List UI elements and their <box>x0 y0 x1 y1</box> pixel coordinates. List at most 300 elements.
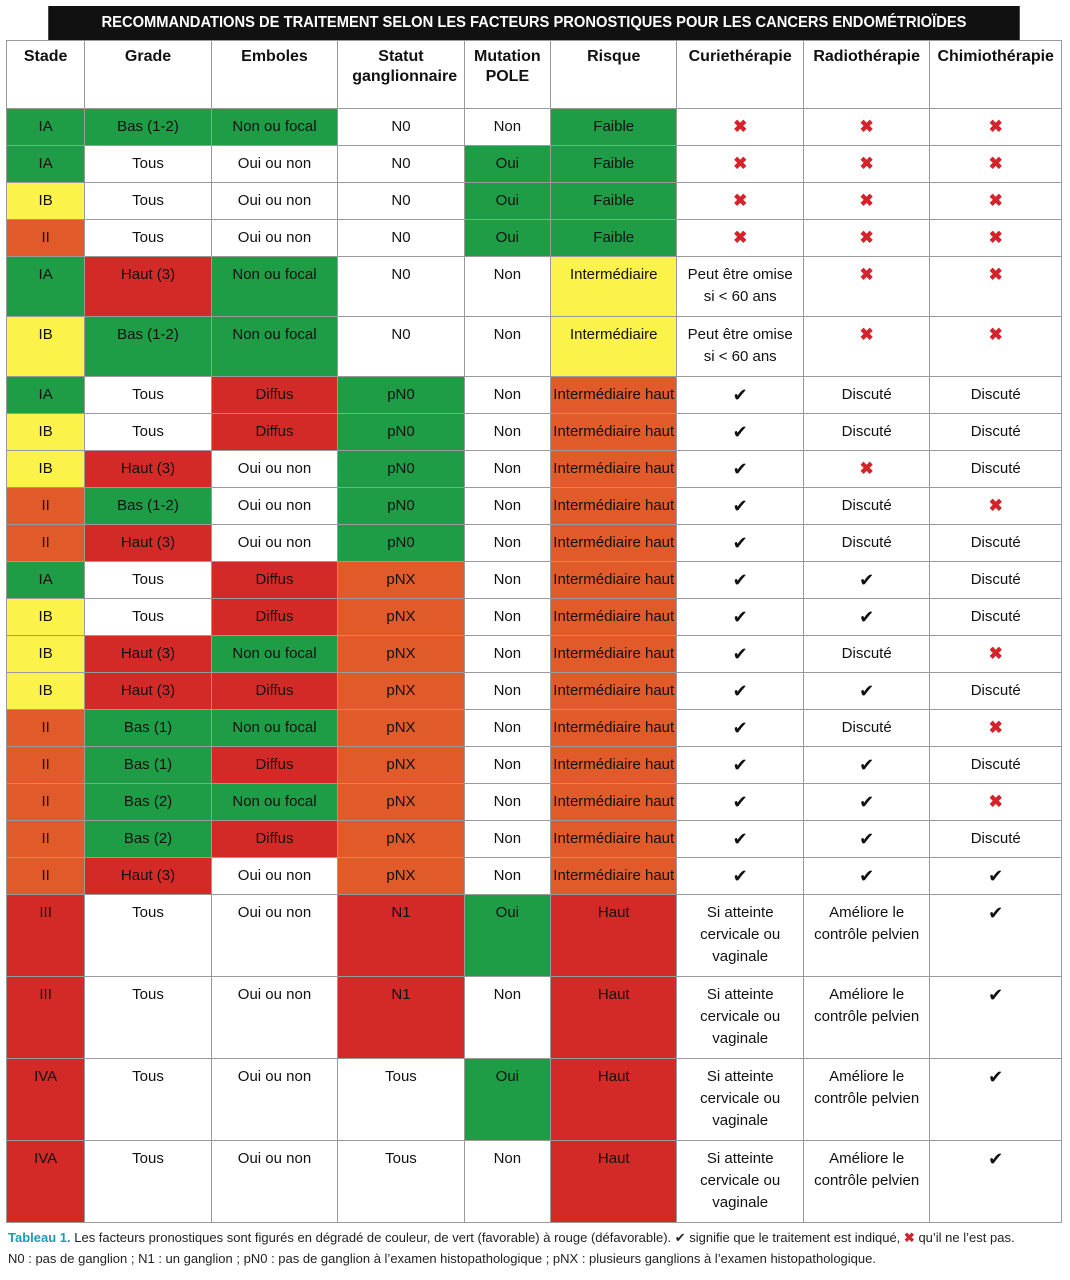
cell-radiotherapie <box>803 747 929 784</box>
cross-icon: ✖ <box>733 191 748 210</box>
check-icon: ✔ <box>988 1067 1004 1087</box>
cell-emboles: Diffus <box>211 599 337 636</box>
cell-mutation-pole: Non <box>464 977 550 1059</box>
cell-emboles: Diffus <box>211 821 337 858</box>
cell-emboles: Oui ou non <box>211 488 337 525</box>
cell-curietherapie <box>677 488 803 525</box>
cell-statut: pNX <box>338 747 464 784</box>
cell-mutation-pole: Non <box>464 710 550 747</box>
table-row <box>7 1141 1062 1223</box>
cell-emboles: Oui ou non <box>211 895 337 977</box>
cell-statut: pN0 <box>338 451 464 488</box>
cell-grade: Haut (3) <box>85 525 211 562</box>
cell-mutation-pole: Non <box>464 562 550 599</box>
check-icon: ✔ <box>732 422 748 442</box>
cell-grade: Haut (3) <box>85 636 211 673</box>
check-icon: ✔ <box>988 903 1004 923</box>
cell-grade: Bas (1-2) <box>85 488 211 525</box>
cross-icon: ✖ <box>988 265 1003 284</box>
cell-curietherapie <box>677 858 803 895</box>
cell-risque: Intermédiaire haut <box>551 636 677 673</box>
check-icon: ✔ <box>732 866 748 886</box>
cell-chimiotherapie: Discuté <box>930 525 1062 562</box>
caption-text-1: Les facteurs pronostiques sont figurés en dégradé de couleur, de vert (favorable) à rouge (défavorable). <box>70 1230 675 1245</box>
cell-statut: pNX <box>338 821 464 858</box>
cell-stade: IVA <box>7 1141 85 1223</box>
cross-icon: ✖ <box>859 325 874 344</box>
cross-icon: ✖ <box>988 228 1003 247</box>
check-icon: ✔ <box>859 829 875 849</box>
table-row <box>7 220 1062 257</box>
cell-chimiotherapie <box>930 636 1062 673</box>
cell-risque: Haut <box>551 977 677 1059</box>
cell-statut: N0 <box>338 317 464 377</box>
cell-statut: pN0 <box>338 525 464 562</box>
cell-grade: Tous <box>85 1141 211 1223</box>
table-row <box>7 183 1062 220</box>
table-row <box>7 317 1062 377</box>
cell-mutation-pole: Non <box>464 317 550 377</box>
cell-stade: III <box>7 895 85 977</box>
cell-radiotherapie: Discuté <box>803 377 929 414</box>
cell-risque: Intermédiaire haut <box>551 562 677 599</box>
table-row <box>7 895 1062 977</box>
cell-radiotherapie <box>803 257 929 317</box>
caption-line-2: N0 : pas de ganglion ; N1 : un ganglion ; pN0 : pas de ganglion à l’examen histopathologique ; pNX : plusieurs ganglions à l’examen histopathologique. <box>8 1251 876 1266</box>
check-icon: ✔ <box>732 644 748 664</box>
cross-icon: ✖ <box>733 117 748 136</box>
cell-curietherapie <box>677 414 803 451</box>
cell-statut: Tous <box>338 1141 464 1223</box>
cell-stade: IB <box>7 636 85 673</box>
cross-icon: ✖ <box>859 154 874 173</box>
cell-radiotherapie <box>803 317 929 377</box>
table-title: RECOMMANDATIONS DE TRAITEMENT SELON LES FACTEURS PRONOSTIQUES POUR LES CANCERS ENDOMÉTRIOÏDES <box>48 6 1020 40</box>
cell-grade: Bas (1) <box>85 710 211 747</box>
check-icon: ✔ <box>859 792 875 812</box>
cell-emboles: Oui ou non <box>211 1141 337 1223</box>
cross-icon: ✖ <box>988 191 1003 210</box>
cell-chimiotherapie <box>930 1059 1062 1141</box>
cell-stade: II <box>7 747 85 784</box>
cell-statut: pNX <box>338 599 464 636</box>
cell-emboles: Oui ou non <box>211 858 337 895</box>
cell-statut: N0 <box>338 257 464 317</box>
cell-radiotherapie: Discuté <box>803 636 929 673</box>
cell-chimiotherapie <box>930 183 1062 220</box>
cell-mutation-pole: Oui <box>464 220 550 257</box>
cell-stade: II <box>7 821 85 858</box>
cell-emboles: Oui ou non <box>211 525 337 562</box>
cell-radiotherapie: Discuté <box>803 525 929 562</box>
cell-grade: Tous <box>85 895 211 977</box>
table-row <box>7 821 1062 858</box>
cell-radiotherapie: Améliore le contrôle pelvien <box>803 1059 929 1141</box>
cell-chimiotherapie <box>930 317 1062 377</box>
table-row <box>7 451 1062 488</box>
table-row <box>7 488 1062 525</box>
cell-statut: pNX <box>338 562 464 599</box>
cell-risque: Haut <box>551 1141 677 1223</box>
cell-grade: Haut (3) <box>85 257 211 317</box>
table-row <box>7 673 1062 710</box>
check-icon: ✔ <box>674 1230 686 1245</box>
cell-mutation-pole: Non <box>464 257 550 317</box>
cell-risque: Intermédiaire haut <box>551 858 677 895</box>
cell-mutation-pole: Non <box>464 821 550 858</box>
cell-radiotherapie <box>803 146 929 183</box>
cell-stade: IA <box>7 146 85 183</box>
cell-curietherapie <box>677 377 803 414</box>
table-row <box>7 257 1062 317</box>
cell-radiotherapie <box>803 784 929 821</box>
check-icon: ✔ <box>859 570 875 590</box>
cell-risque: Intermédiaire haut <box>551 451 677 488</box>
cell-stade: II <box>7 525 85 562</box>
header-grade: Grade <box>85 41 211 109</box>
caption-text-2: signifie que le traitement est indiqué, <box>685 1230 904 1245</box>
cell-mutation-pole: Non <box>464 488 550 525</box>
cell-radiotherapie <box>803 599 929 636</box>
table-row <box>7 1059 1062 1141</box>
table-body <box>7 109 1062 1223</box>
cell-risque: Faible <box>551 109 677 146</box>
cell-mutation-pole: Oui <box>464 1059 550 1141</box>
cell-curietherapie <box>677 525 803 562</box>
cell-grade: Tous <box>85 183 211 220</box>
cell-emboles: Non ou focal <box>211 257 337 317</box>
table-row <box>7 146 1062 183</box>
cell-curietherapie <box>677 183 803 220</box>
table-row <box>7 636 1062 673</box>
cell-radiotherapie <box>803 821 929 858</box>
cell-chimiotherapie <box>930 784 1062 821</box>
cell-chimiotherapie <box>930 109 1062 146</box>
cell-risque: Intermédiaire <box>551 317 677 377</box>
caption-text-3: qu’il ne l’est pas. <box>914 1230 1015 1245</box>
check-icon: ✔ <box>859 755 875 775</box>
cell-emboles: Diffus <box>211 562 337 599</box>
table-row <box>7 747 1062 784</box>
cell-curietherapie <box>677 220 803 257</box>
cross-icon: ✖ <box>859 265 874 284</box>
cell-chimiotherapie <box>930 710 1062 747</box>
cell-statut: pN0 <box>338 414 464 451</box>
check-icon: ✔ <box>732 533 748 553</box>
cell-mutation-pole: Oui <box>464 146 550 183</box>
cell-curietherapie: Si atteinte cervicale ou vaginale <box>677 1059 803 1141</box>
check-icon: ✔ <box>732 496 748 516</box>
cell-statut: Tous <box>338 1059 464 1141</box>
cell-emboles: Non ou focal <box>211 710 337 747</box>
cell-chimiotherapie: Discuté <box>930 451 1062 488</box>
cell-grade: Tous <box>85 562 211 599</box>
cell-mutation-pole: Non <box>464 784 550 821</box>
cell-mutation-pole: Non <box>464 636 550 673</box>
cell-chimiotherapie: Discuté <box>930 821 1062 858</box>
cell-emboles: Oui ou non <box>211 1059 337 1141</box>
check-icon: ✔ <box>732 607 748 627</box>
table-row <box>7 858 1062 895</box>
cell-mutation-pole: Oui <box>464 183 550 220</box>
cell-curietherapie <box>677 821 803 858</box>
cell-risque: Intermédiaire haut <box>551 525 677 562</box>
check-icon: ✔ <box>859 866 875 886</box>
cell-radiotherapie <box>803 451 929 488</box>
header-chimiotherapie: Chimiothérapie <box>930 41 1062 109</box>
cell-emboles: Oui ou non <box>211 146 337 183</box>
cell-radiotherapie: Améliore le contrôle pelvien <box>803 1141 929 1223</box>
cell-emboles: Non ou focal <box>211 317 337 377</box>
table-row <box>7 109 1062 146</box>
cell-statut: pNX <box>338 636 464 673</box>
cell-stade: IVA <box>7 1059 85 1141</box>
cell-stade: II <box>7 858 85 895</box>
table-row <box>7 784 1062 821</box>
cell-grade: Bas (1) <box>85 747 211 784</box>
cell-mutation-pole: Non <box>464 673 550 710</box>
cell-emboles: Oui ou non <box>211 183 337 220</box>
cell-statut: pN0 <box>338 377 464 414</box>
check-icon: ✔ <box>732 570 748 590</box>
cell-grade: Tous <box>85 220 211 257</box>
cell-statut: N0 <box>338 220 464 257</box>
cross-icon: ✖ <box>988 792 1003 811</box>
cell-stade: IA <box>7 562 85 599</box>
cell-grade: Tous <box>85 377 211 414</box>
cell-radiotherapie: Discuté <box>803 488 929 525</box>
check-icon: ✔ <box>732 829 748 849</box>
cell-chimiotherapie: Discuté <box>930 747 1062 784</box>
cell-stade: IB <box>7 183 85 220</box>
cell-radiotherapie <box>803 109 929 146</box>
cell-chimiotherapie: Discuté <box>930 377 1062 414</box>
cell-emboles: Oui ou non <box>211 220 337 257</box>
header-row <box>7 41 1062 109</box>
cell-grade: Tous <box>85 414 211 451</box>
cell-mutation-pole: Non <box>464 1141 550 1223</box>
cell-risque: Intermédiaire haut <box>551 747 677 784</box>
cell-chimiotherapie <box>930 858 1062 895</box>
check-icon: ✔ <box>988 985 1004 1005</box>
cell-curietherapie <box>677 710 803 747</box>
cell-curietherapie <box>677 146 803 183</box>
cell-statut: N0 <box>338 109 464 146</box>
cell-risque: Intermédiaire haut <box>551 488 677 525</box>
cell-mutation-pole: Non <box>464 858 550 895</box>
cell-stade: IA <box>7 109 85 146</box>
cell-risque: Intermédiaire haut <box>551 414 677 451</box>
cell-chimiotherapie <box>930 977 1062 1059</box>
cell-mutation-pole: Non <box>464 377 550 414</box>
cell-stade: IA <box>7 377 85 414</box>
cell-risque: Haut <box>551 895 677 977</box>
cell-statut: pNX <box>338 710 464 747</box>
cell-stade: IB <box>7 414 85 451</box>
table-row <box>7 377 1062 414</box>
table-row <box>7 599 1062 636</box>
cell-mutation-pole: Non <box>464 747 550 784</box>
cell-risque: Intermédiaire haut <box>551 821 677 858</box>
cell-stade: II <box>7 784 85 821</box>
cell-emboles: Oui ou non <box>211 977 337 1059</box>
cell-mutation-pole: Oui <box>464 895 550 977</box>
check-icon: ✔ <box>732 385 748 405</box>
cell-radiotherapie: Discuté <box>803 414 929 451</box>
cell-grade: Bas (1-2) <box>85 317 211 377</box>
caption-line-1 <box>8 1227 1064 1248</box>
check-icon: ✔ <box>988 1149 1004 1169</box>
cell-grade: Haut (3) <box>85 673 211 710</box>
cell-radiotherapie: Améliore le contrôle pelvien <box>803 977 929 1059</box>
cell-statut: N0 <box>338 146 464 183</box>
cell-stade: IA <box>7 257 85 317</box>
header-risque: Risque <box>551 41 677 109</box>
treatment-table <box>6 40 1062 1223</box>
cell-radiotherapie <box>803 220 929 257</box>
cell-curietherapie <box>677 784 803 821</box>
table-row <box>7 414 1062 451</box>
check-icon: ✔ <box>732 792 748 812</box>
cell-mutation-pole: Non <box>464 414 550 451</box>
cross-icon: ✖ <box>733 228 748 247</box>
cell-statut: N1 <box>338 977 464 1059</box>
cell-emboles: Non ou focal <box>211 636 337 673</box>
cell-stade: IB <box>7 673 85 710</box>
cell-stade: IB <box>7 317 85 377</box>
cell-curietherapie <box>677 636 803 673</box>
cross-icon: ✖ <box>903 1230 915 1245</box>
cell-stade: II <box>7 220 85 257</box>
cell-chimiotherapie <box>930 220 1062 257</box>
cell-emboles: Oui ou non <box>211 451 337 488</box>
header-curietherapie: Curiethérapie <box>677 41 803 109</box>
header-statut-ganglionnaire: Statut ganglionnaire <box>338 41 464 109</box>
cell-radiotherapie <box>803 858 929 895</box>
cell-curietherapie <box>677 747 803 784</box>
cell-curietherapie <box>677 109 803 146</box>
table-row <box>7 710 1062 747</box>
cell-risque: Faible <box>551 146 677 183</box>
cell-radiotherapie <box>803 183 929 220</box>
table-row <box>7 562 1062 599</box>
cell-curietherapie: Peut être omise si < 60 ans <box>677 257 803 317</box>
table-caption <box>8 1227 1064 1269</box>
cell-radiotherapie <box>803 673 929 710</box>
cell-curietherapie <box>677 562 803 599</box>
check-icon: ✔ <box>732 755 748 775</box>
cross-icon: ✖ <box>988 644 1003 663</box>
cell-statut: N1 <box>338 895 464 977</box>
cell-chimiotherapie <box>930 1141 1062 1223</box>
cell-statut: pN0 <box>338 488 464 525</box>
cell-risque: Intermédiaire haut <box>551 599 677 636</box>
cell-chimiotherapie: Discuté <box>930 673 1062 710</box>
cell-emboles: Diffus <box>211 414 337 451</box>
cell-chimiotherapie <box>930 895 1062 977</box>
cell-risque: Intermédiaire haut <box>551 377 677 414</box>
cell-stade: II <box>7 710 85 747</box>
cell-radiotherapie <box>803 562 929 599</box>
cell-grade: Bas (1-2) <box>85 109 211 146</box>
cell-chimiotherapie <box>930 257 1062 317</box>
cell-risque: Haut <box>551 1059 677 1141</box>
cell-stade: IB <box>7 599 85 636</box>
cell-grade: Tous <box>85 599 211 636</box>
cross-icon: ✖ <box>988 718 1003 737</box>
check-icon: ✔ <box>732 681 748 701</box>
cell-curietherapie: Peut être omise si < 60 ans <box>677 317 803 377</box>
cell-mutation-pole: Non <box>464 525 550 562</box>
cell-emboles: Diffus <box>211 377 337 414</box>
cell-chimiotherapie: Discuté <box>930 414 1062 451</box>
check-icon: ✔ <box>859 681 875 701</box>
cell-chimiotherapie <box>930 146 1062 183</box>
cross-icon: ✖ <box>988 117 1003 136</box>
cell-grade: Tous <box>85 146 211 183</box>
cell-emboles: Non ou focal <box>211 109 337 146</box>
cell-grade: Bas (2) <box>85 821 211 858</box>
table-container <box>6 6 1062 1223</box>
cross-icon: ✖ <box>733 154 748 173</box>
cell-statut: pNX <box>338 673 464 710</box>
cell-grade: Haut (3) <box>85 858 211 895</box>
cell-stade: II <box>7 488 85 525</box>
cross-icon: ✖ <box>988 325 1003 344</box>
cell-risque: Intermédiaire <box>551 257 677 317</box>
check-icon: ✔ <box>859 607 875 627</box>
cross-icon: ✖ <box>859 117 874 136</box>
header-radiotherapie: Radiothérapie <box>803 41 929 109</box>
cell-statut: pNX <box>338 858 464 895</box>
cell-curietherapie <box>677 451 803 488</box>
cell-risque: Faible <box>551 220 677 257</box>
cell-risque: Intermédiaire haut <box>551 710 677 747</box>
header-emboles: Emboles <box>211 41 337 109</box>
cell-emboles: Diffus <box>211 673 337 710</box>
cell-grade: Tous <box>85 977 211 1059</box>
cell-mutation-pole: Non <box>464 451 550 488</box>
cross-icon: ✖ <box>988 496 1003 515</box>
cell-mutation-pole: Non <box>464 599 550 636</box>
cell-risque: Intermédiaire haut <box>551 784 677 821</box>
cell-emboles: Diffus <box>211 747 337 784</box>
header-mutation-pole: Mutation POLE <box>464 41 550 109</box>
cross-icon: ✖ <box>859 228 874 247</box>
check-icon: ✔ <box>732 718 748 738</box>
cross-icon: ✖ <box>988 154 1003 173</box>
cell-grade: Haut (3) <box>85 451 211 488</box>
cell-stade: III <box>7 977 85 1059</box>
cell-chimiotherapie: Discuté <box>930 562 1062 599</box>
cell-curietherapie <box>677 599 803 636</box>
cell-curietherapie: Si atteinte cervicale ou vaginale <box>677 977 803 1059</box>
cell-grade: Tous <box>85 1059 211 1141</box>
cell-grade: Bas (2) <box>85 784 211 821</box>
cell-stade: IB <box>7 451 85 488</box>
cell-curietherapie: Si atteinte cervicale ou vaginale <box>677 1141 803 1223</box>
cell-curietherapie: Si atteinte cervicale ou vaginale <box>677 895 803 977</box>
header-stade: Stade <box>7 41 85 109</box>
cross-icon: ✖ <box>859 459 874 478</box>
cell-mutation-pole: Non <box>464 109 550 146</box>
cell-statut: N0 <box>338 183 464 220</box>
check-icon: ✔ <box>988 866 1004 886</box>
check-icon: ✔ <box>732 459 748 479</box>
cell-radiotherapie: Discuté <box>803 710 929 747</box>
cell-emboles: Non ou focal <box>211 784 337 821</box>
cell-chimiotherapie: Discuté <box>930 599 1062 636</box>
